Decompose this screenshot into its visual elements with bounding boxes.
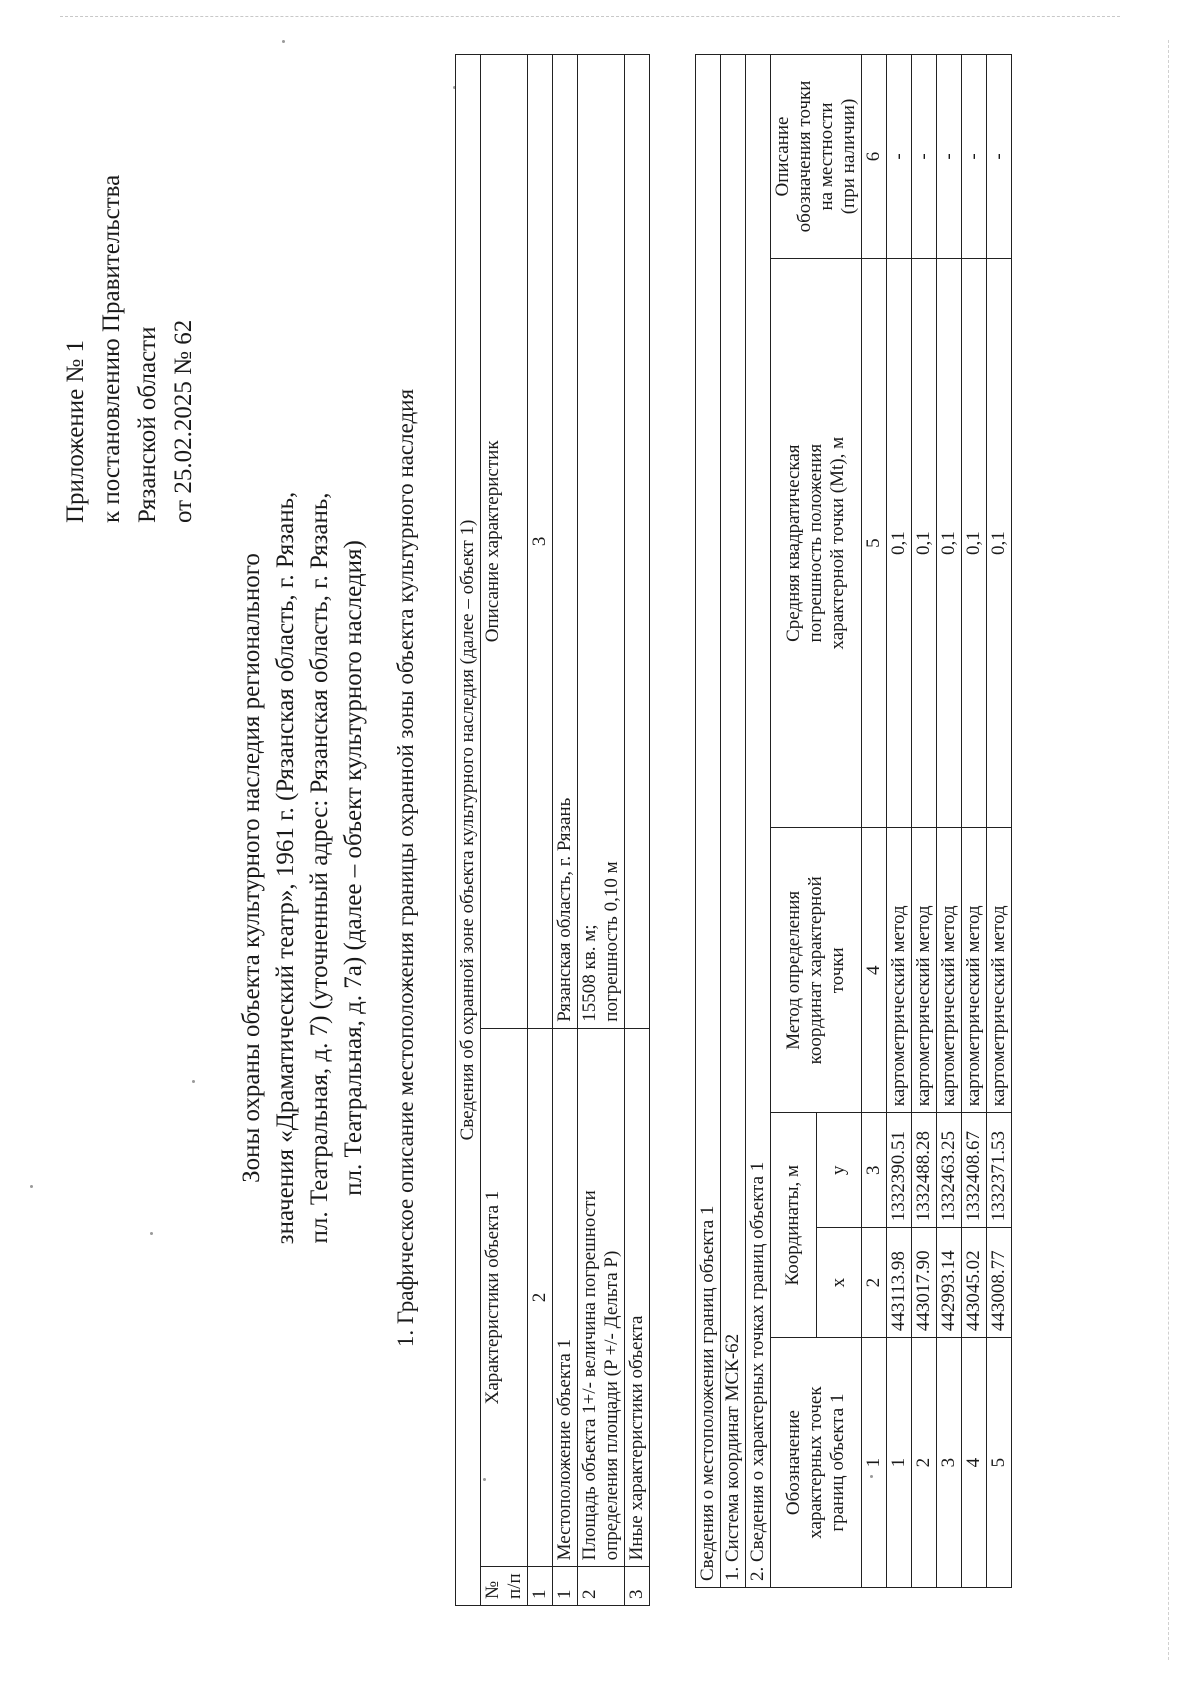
header-coordinates: Координаты, м — [771, 1113, 817, 1338]
section-subtitle: 1. Графическое описание местоположения границы охранной зоны объекта культурного наследия — [393, 388, 418, 1348]
point-y: 1332488.28 — [912, 1113, 937, 1228]
point-id: 3 — [937, 1338, 962, 1588]
row-number: 1 — [553, 1567, 578, 1606]
point-error: 0,1 — [962, 258, 987, 827]
title-line: значения «Драматический театр», 1961 г. (Рязанская область, г. Рязань, — [272, 491, 299, 1245]
point-y: 1332371.53 — [987, 1113, 1012, 1228]
point-x: 443113.98 — [887, 1228, 912, 1338]
row-desc: 15508 кв. м; погрешность 0,10 м — [578, 55, 625, 1029]
index-cell: 5 — [862, 258, 887, 827]
point-method: картометрический метод — [887, 828, 912, 1113]
point-y: 1332463.25 — [937, 1113, 962, 1228]
point-method: картометрический метод — [937, 828, 962, 1113]
point-x: 442993.14 — [937, 1228, 962, 1338]
point-error: 0,1 — [937, 258, 962, 827]
point-y: 1332408.67 — [962, 1113, 987, 1228]
row-desc — [625, 55, 650, 1029]
header-characteristics: Характеристики объекта 1 — [481, 1028, 528, 1567]
table-row — [553, 55, 578, 1606]
header-description: Описание характеристик — [481, 55, 528, 1029]
point-y: 1332390.51 — [887, 1113, 912, 1228]
point-desc: - — [887, 55, 912, 259]
header-x: x — [816, 1228, 862, 1338]
row-desc: Рязанская область, г. Рязань — [553, 55, 578, 1029]
index-cell: 4 — [862, 828, 887, 1113]
header-error: Средняя квадратическая погрешность положения характерной точки (Mt), м — [771, 258, 862, 827]
boundary-points-table — [695, 54, 1012, 1588]
header-point: Обозначение характерных точек границ объекта 1 — [771, 1338, 862, 1588]
point-id: 1 — [887, 1338, 912, 1588]
document-title — [235, 368, 371, 1368]
table-row — [625, 55, 650, 1606]
header-method: Метод определения координат характерной точки — [771, 828, 862, 1113]
title-line: пл. Театральная, д. 7а) (далее – объект культурного наследия) — [340, 540, 367, 1196]
appendix-line: от 25.02.2025 № 62 — [170, 319, 197, 523]
table-row — [912, 55, 937, 1588]
index-cell: 1 — [862, 1338, 887, 1588]
index-cell: 6 — [862, 55, 887, 259]
point-id: 4 — [962, 1338, 987, 1588]
point-method: картометрический метод — [912, 828, 937, 1113]
points-caption: 2. Сведения о характерных точках границ объекта 1 — [746, 55, 771, 1588]
point-desc: - — [937, 55, 962, 259]
table-row — [962, 55, 987, 1588]
coordinate-system: 1. Система координат МСК-62 — [721, 55, 746, 1588]
point-x: 443045.02 — [962, 1228, 987, 1338]
table2-caption: Сведения о местоположении границ объекта 1 — [696, 55, 721, 1588]
point-desc: - — [987, 55, 1012, 259]
point-method: картометрический метод — [962, 828, 987, 1113]
row-number: 3 — [625, 1567, 650, 1606]
row-name: Площадь объекта 1+/- величина погрешности определения площади (P +/- Дельта P) — [578, 1028, 625, 1567]
table1-caption: Сведения об охранной зоне объекта культурного наследия (далее – объект 1) — [456, 55, 481, 1606]
point-error: 0,1 — [987, 258, 1012, 827]
index-cell: 2 — [528, 1028, 553, 1567]
title-line: Зоны охраны объекта культурного наследия регионального — [238, 553, 265, 1183]
point-x: 443008.77 — [987, 1228, 1012, 1338]
point-id: 5 — [987, 1338, 1012, 1588]
point-x: 443017.90 — [912, 1228, 937, 1338]
table-row — [937, 55, 962, 1588]
appendix-line: Рязанской области — [134, 326, 161, 523]
row-name: Местоположение объекта 1 — [553, 1028, 578, 1567]
header-number: № п/п — [481, 1567, 528, 1606]
header-y: y — [816, 1113, 862, 1228]
header-point-description: Описание обозначения точки на местности (при наличии) — [771, 55, 862, 259]
point-method: картометрический метод — [987, 828, 1012, 1113]
protection-zone-table — [455, 54, 650, 1606]
table-row — [987, 55, 1012, 1588]
table-row — [578, 55, 625, 1606]
point-id: 2 — [912, 1338, 937, 1588]
index-cell: 3 — [528, 55, 553, 1029]
appendix-line: к постановлению Правительства — [98, 174, 125, 523]
index-cell: 2 — [862, 1228, 887, 1338]
point-desc: - — [912, 55, 937, 259]
table-row — [887, 55, 912, 1588]
index-cell: 1 — [528, 1567, 553, 1606]
point-desc: - — [962, 55, 987, 259]
index-cell: 3 — [862, 1113, 887, 1228]
point-error: 0,1 — [887, 258, 912, 827]
appendix-block — [58, 175, 202, 523]
row-name: Иные характеристики объекта — [625, 1028, 650, 1567]
point-error: 0,1 — [912, 258, 937, 827]
row-number: 2 — [578, 1567, 625, 1606]
appendix-line: Приложение № 1 — [62, 339, 89, 523]
title-line: пл. Театральная, д. 7) (уточненный адрес: Рязанская область, г. Рязань, — [306, 492, 333, 1244]
